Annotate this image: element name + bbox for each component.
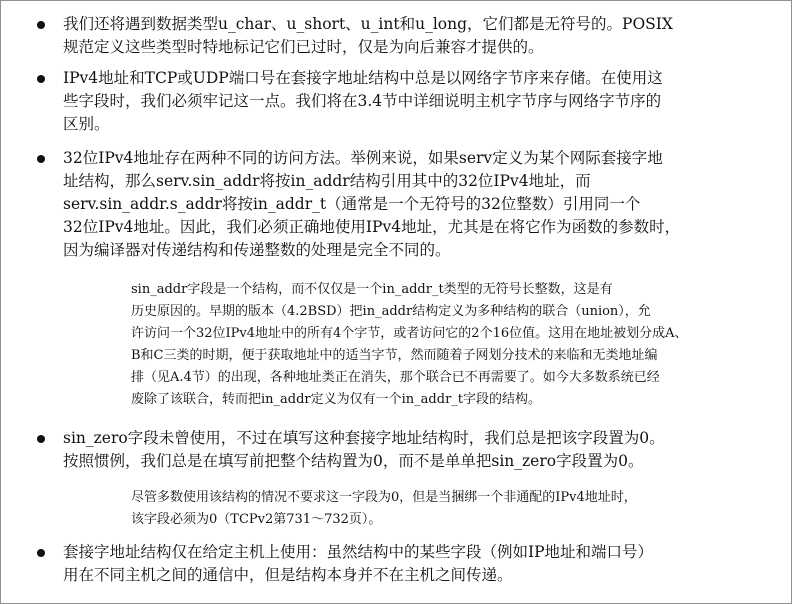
bullet-icon [37, 75, 45, 83]
note-line: sin_addr字段是一个结构，而不仅仅是一个in_addr_t类型的无符号长整数，这是有 [131, 282, 613, 297]
paragraph-line: 区别。 [63, 115, 110, 133]
note-line: 该字段必须为0（TCPv2第731～732页）。 [131, 512, 382, 527]
note-line: 废除了该联合，转而把in_addr定义为仅有一个in_addr_t字段的结构。 [131, 392, 542, 407]
bullet-icon [37, 435, 45, 443]
bullet-item-network-byte-order [63, 67, 767, 136]
paragraph-line: 32位IPv4地址存在两种不同的访问方法。举例来说，如果serv定义为某个网际套接字地 [63, 149, 663, 167]
bullet-icon [37, 549, 45, 557]
paragraph-line: 些字段时，我们必须牢记这一点。我们将在3.4节中详细说明主机字节序与网络字节序的 [63, 92, 662, 110]
paragraph-line: 32位IPv4地址。因此，我们必须正确地使用IPv4地址，尤其是在将它作为函数的参数时， [63, 218, 681, 236]
bullet-item-unsigned-types [63, 13, 767, 59]
paragraph-line: serv.sin_addr.s_addr将按in_addr_t（通常是一个无符号的32位整数）引用同一个 [63, 195, 641, 213]
bullet-icon [37, 21, 45, 29]
paragraph-line: 址结构，那么serv.sin_addr将按in_addr结构引用其中的32位IPv4地址，而 [63, 172, 591, 190]
note-sin-addr-history [131, 279, 753, 411]
paragraph-line: 我们还将遇到数据类型u_char、u_short、u_int和u_long，它们都是无符号的。POSIX [63, 15, 673, 33]
note-sin-zero-bind [131, 487, 753, 531]
bullet-item-sin-zero [63, 427, 767, 473]
paragraph-line: 用在不同主机之间的通信中，但是结构本身并不在主机之间传递。 [63, 566, 513, 584]
paragraph-line: 因为编译器对传递结构和传递整数的处理是完全不同的。 [63, 241, 451, 259]
bullet-icon [37, 155, 45, 163]
bullet-item-ipv4-access [63, 147, 767, 262]
note-line: B和C三类的时期，便于获取地址中的适当字节，然而随着子网划分技术的来临和无类地址编 [131, 348, 658, 363]
note-line: 排（见A.4节）的出现，各种地址类正在消失，那个联合已不再需要了。如今大多数系统已经 [131, 370, 660, 385]
paragraph-line: sin_zero字段未曾使用，不过在填写这种套接字地址结构时，我们总是把该字段置为0。 [63, 429, 665, 447]
paragraph-line: 按照惯例，我们总是在填写前把整个结构置为0，而不是单单把sin_zero字段置为0。 [63, 452, 644, 470]
bullet-item-host-only [63, 541, 767, 587]
note-line: 尽管多数使用该结构的情况不要求这一字段为0，但是当捆绑一个非通配的IPv4地址时， [131, 490, 637, 505]
paragraph-line: 规范定义这些类型时特地标记它们已过时，仅是为向后兼容才提供的。 [63, 38, 544, 56]
paragraph-line: 套接字地址结构仅在给定主机上使用：虽然结构中的某些字段（例如IP地址和端口号） [63, 543, 654, 561]
note-line: 许访问一个32位IPv4地址中的所有4个字节，或者访问它的2个16位值。这用在地址被划分成A、 [131, 326, 688, 341]
paragraph-line: IPv4地址和TCP或UDP端口号在套接字地址结构中总是以网络字节序来存储。在使用这 [63, 69, 663, 87]
note-line: 历史原因的。早期的版本（4.2BSD）把in_addr结构定义为多种结构的联合（union），允 [131, 304, 651, 319]
